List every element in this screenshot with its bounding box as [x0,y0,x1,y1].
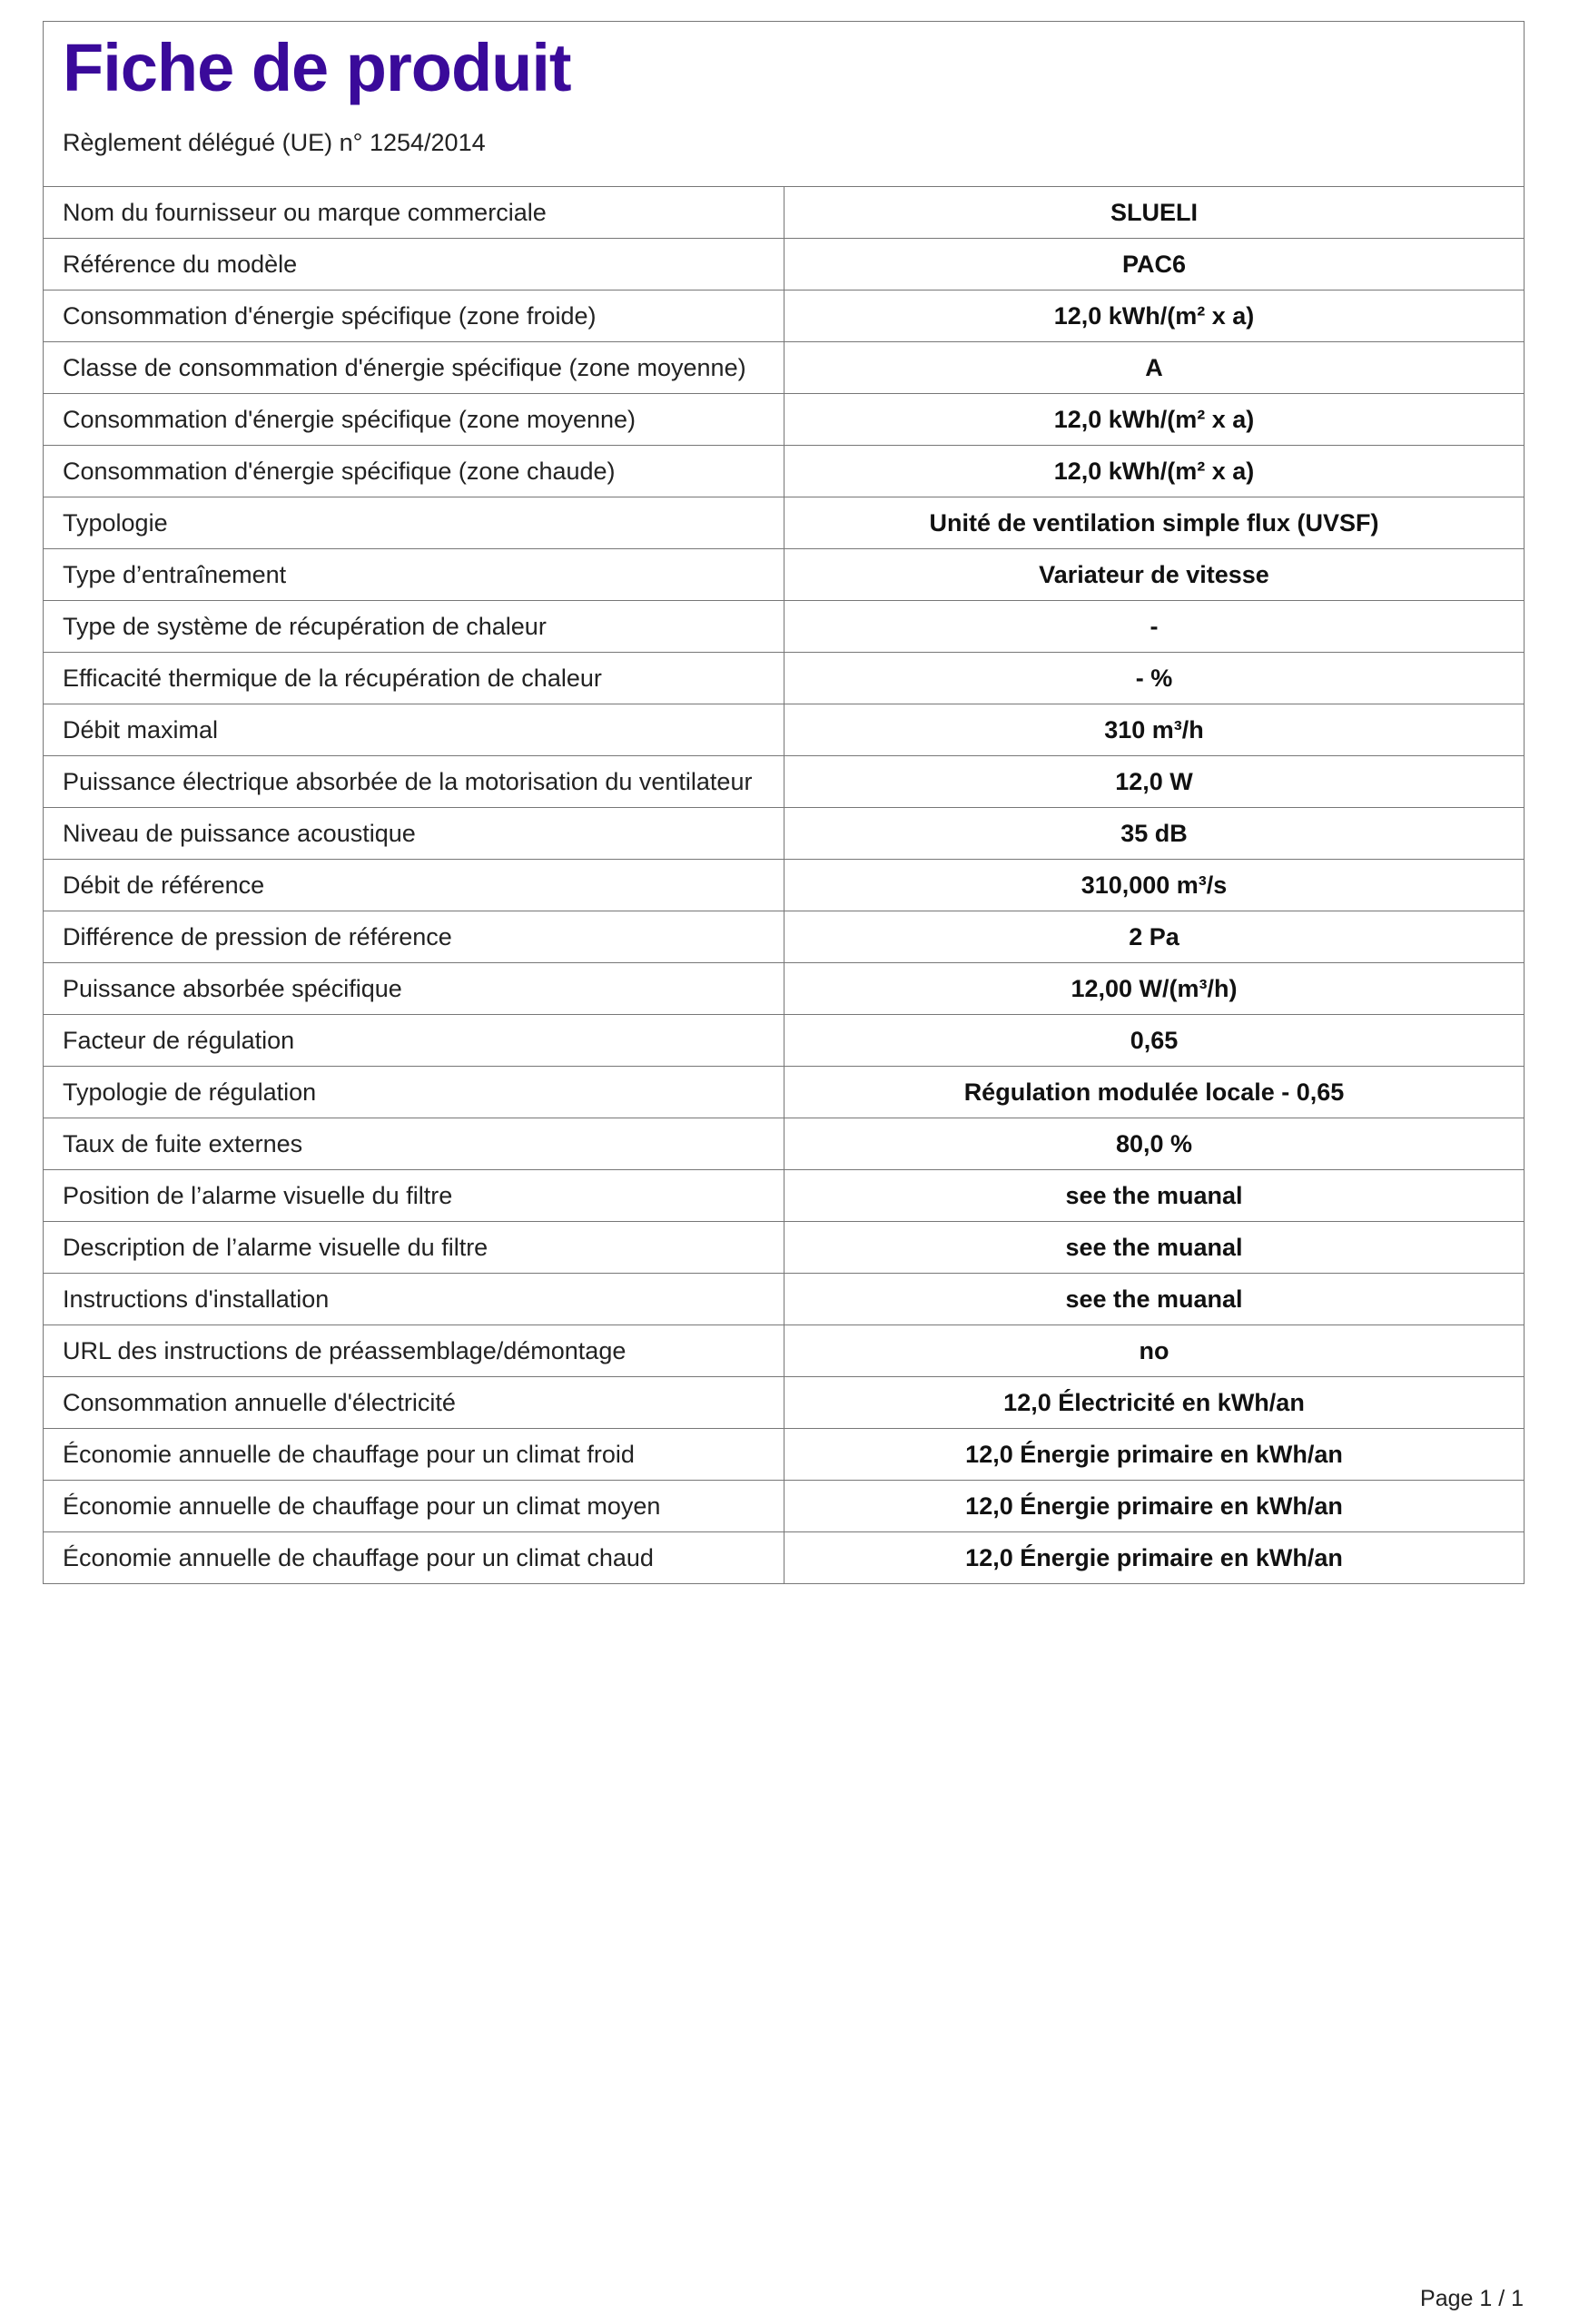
row-value: see the muanal [784,1274,1525,1325]
row-label: Classe de consommation d'énergie spécifique (zone moyenne) [44,342,784,394]
row-label: Nom du fournisseur ou marque commerciale [44,187,784,239]
row-value: see the muanal [784,1222,1525,1274]
table-row [44,549,1524,601]
row-label: Taux de fuite externes [44,1118,784,1170]
row-value: SLUELI [784,187,1525,239]
row-label: URL des instructions de préassemblage/démontage [44,1325,784,1377]
table-row [44,756,1524,808]
row-label: Position de l’alarme visuelle du filtre [44,1170,784,1222]
row-value: no [784,1325,1525,1377]
page-number: Page 1 / 1 [1420,2286,1524,2311]
table-row [44,1481,1524,1532]
sheet-header [44,22,1524,187]
row-value: 12,0 Électricité en kWh/an [784,1377,1525,1429]
row-label: Économie annuelle de chauffage pour un climat chaud [44,1532,784,1584]
table-row [44,1429,1524,1481]
table-row [44,963,1524,1015]
row-value: 12,0 Énergie primaire en kWh/an [784,1429,1525,1481]
table-row [44,1377,1524,1429]
row-value: - % [784,653,1525,704]
table-row [44,497,1524,549]
table-row [44,446,1524,497]
row-value: 310 m³/h [784,704,1525,756]
row-value: A [784,342,1525,394]
row-value: see the muanal [784,1170,1525,1222]
row-label: Consommation d'énergie spécifique (zone moyenne) [44,394,784,446]
table-row [44,1274,1524,1325]
table-row [44,1170,1524,1222]
row-value: Variateur de vitesse [784,549,1525,601]
row-label: Facteur de régulation [44,1015,784,1067]
row-label: Puissance électrique absorbée de la motorisation du ventilateur [44,756,784,808]
row-label: Économie annuelle de chauffage pour un climat moyen [44,1481,784,1532]
row-value: 12,0 kWh/(m² x a) [784,290,1525,342]
row-value: Unité de ventilation simple flux (UVSF) [784,497,1525,549]
table-row [44,1015,1524,1067]
table-row [44,653,1524,704]
table-row [44,860,1524,911]
table-row [44,239,1524,290]
row-value: 80,0 % [784,1118,1525,1170]
table-row [44,342,1524,394]
table-row [44,911,1524,963]
table-row [44,290,1524,342]
row-value: 12,0 Énergie primaire en kWh/an [965,1544,1343,1571]
row-label: Débit de référence [44,860,784,911]
row-value: Régulation modulée locale - 0,65 [784,1067,1525,1118]
row-label: Différence de pression de référence [44,911,784,963]
table-row [44,1118,1524,1170]
row-label: Économie annuelle de chauffage pour un climat froid [44,1429,784,1481]
regulation-reference: Règlement délégué (UE) n° 1254/2014 [63,129,486,156]
row-value: 12,0 W [784,756,1525,808]
row-value: 2 Pa [784,911,1525,963]
row-label: Débit maximal [44,704,784,756]
row-value: 12,0 Énergie primaire en kWh/an [784,1481,1525,1532]
row-value: 12,0 kWh/(m² x a) [784,446,1525,497]
row-label: Typologie de régulation [44,1067,784,1118]
row-value: 35 dB [784,808,1525,860]
row-value: 310,000 m³/s [784,860,1525,911]
row-label: Référence du modèle [44,239,784,290]
row-label: Description de l’alarme visuelle du filtre [44,1222,784,1274]
row-label: Type de système de récupération de chaleur [44,601,784,653]
row-label: Consommation d'énergie spécifique (zone froide) [44,290,784,342]
table-row [44,394,1524,446]
row-value: PAC6 [784,239,1525,290]
row-label: Instructions d'installation [44,1274,784,1325]
table-row [44,1532,1524,1584]
row-value: 0,65 [784,1015,1525,1067]
table-row [44,1067,1524,1118]
row-label: Type d’entraînement [44,549,784,601]
table-row [44,704,1524,756]
table-row [44,808,1524,860]
row-label: Niveau de puissance acoustique [44,808,784,860]
row-label: Typologie [44,497,784,549]
table-row [44,601,1524,653]
row-value: 12,00 W/(m³/h) [784,963,1525,1015]
product-table [44,187,1524,1583]
product-sheet [43,21,1525,1584]
row-label: Consommation d'énergie spécifique (zone chaude) [44,446,784,497]
row-label: Consommation annuelle d'électricité [44,1377,784,1429]
table-row [44,1325,1524,1377]
row-value: 12,0 kWh/(m² x a) [784,394,1525,446]
page-title: Fiche de produit [63,30,571,105]
row-label: Efficacité thermique de la récupération de chaleur [44,653,784,704]
table-row [44,1222,1524,1274]
row-value: - [784,601,1525,653]
row-label: Puissance absorbée spécifique [44,963,784,1015]
table-row [44,187,1524,239]
